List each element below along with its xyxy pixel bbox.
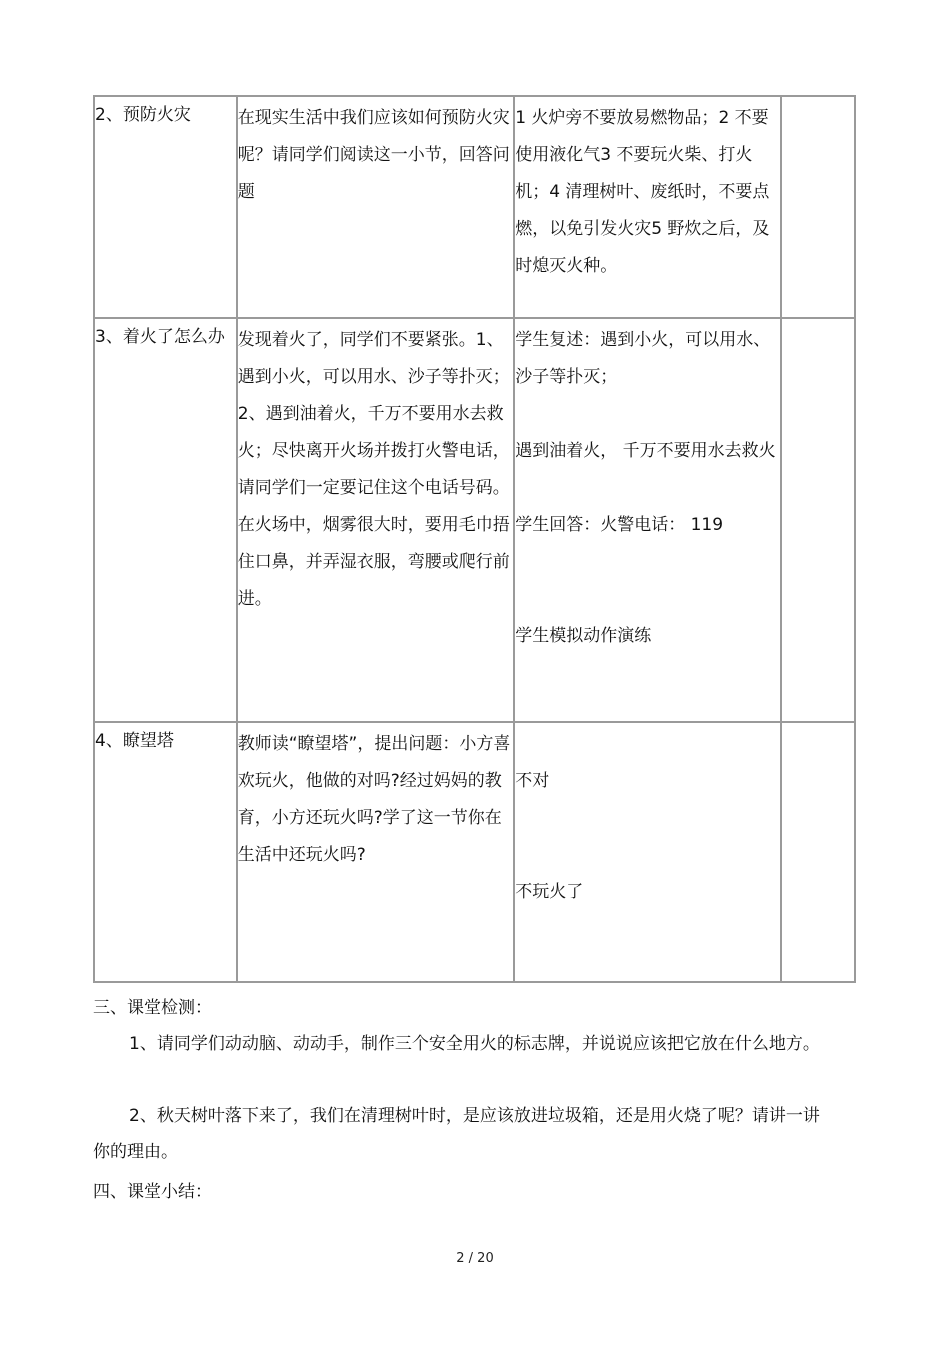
table-row	[95, 97, 854, 319]
student-text: 2 不要使用液化气	[515, 108, 769, 165]
student-text	[515, 726, 779, 763]
student-text	[515, 544, 779, 581]
student-text: 学生复述：遇到小火，可以用水、沙子等扑灭；	[515, 330, 771, 387]
student-text	[515, 800, 779, 837]
student-text: 3 不要玩火柴、打火机；	[515, 145, 753, 202]
table-row	[95, 723, 854, 981]
table-row	[95, 319, 854, 723]
notes-cell	[782, 723, 854, 981]
lesson-table	[93, 95, 856, 983]
student-text	[515, 470, 779, 507]
step-label: 4、瞭望塔	[95, 731, 174, 751]
teacher-text: 在火场中，烟雾很大时，要用毛巾捂住口鼻，并弄湿衣服，弯腰或爬行前进。	[237, 515, 510, 609]
teacher-text: 1、遇到小火，可以用水、沙子等扑灭；	[237, 330, 510, 387]
section3-heading: 三、课堂检测：	[93, 998, 212, 1018]
student-text	[515, 581, 779, 618]
teacher-cell	[238, 319, 515, 723]
teacher-text: 学了这一节你在生活中还玩火吗?	[237, 808, 502, 865]
notes-cell	[782, 319, 854, 723]
student-text	[515, 396, 779, 433]
teacher-text: 教师读“瞭望塔”，	[237, 734, 375, 754]
student-text	[515, 837, 779, 874]
teacher-text: 在现实生活中我们应该如何预防火灾呢？请同学们阅读这一小节，回答问题	[237, 108, 510, 202]
student-text: 学生回答：火警电话： 119	[515, 515, 724, 535]
teacher-text: 2、遇到油着火，千万不要用水去救火；尽快离开火场并拨打火警电话，请同学们一定要记住这个电话号码。	[237, 404, 510, 498]
teacher-text: 提出问题：小方喜欢玩火，他做的对吗?	[237, 734, 511, 791]
student-cell	[515, 97, 781, 319]
student-text: 不对	[515, 771, 550, 791]
student-text: 学生模拟动作演练	[515, 626, 652, 646]
teacher-text: 经过妈妈的教育，小方还玩火吗?	[237, 771, 502, 828]
notes-cell	[782, 97, 854, 319]
section3-item-2: 2、秋天树叶落下来了，我们在清理树叶时，是应该放进垃圾箱，还是用火烧了呢？请讲一讲你的理由。	[93, 1106, 820, 1162]
step-label: 3、着火了怎么办	[95, 327, 225, 347]
student-cell	[515, 723, 781, 981]
step-cell	[95, 723, 238, 981]
step-cell	[95, 97, 238, 319]
step-label: 2、预防火灾	[95, 105, 191, 125]
student-text: 遇到油着火， 千万不要用水去救火	[515, 441, 776, 461]
step-cell	[95, 319, 238, 723]
student-text: 5 野炊之后，及时熄灭火种。	[515, 219, 770, 276]
student-text: 不玩火了	[515, 882, 584, 902]
student-text: 1 火炉旁不要放易燃物品；	[515, 108, 719, 128]
teacher-text: 发现着火了，同学们不要紧张。	[237, 330, 476, 350]
page-number: 2 / 20	[456, 1251, 494, 1266]
section3-item-1: 1、请同学们动动脑、动动手，制作三个安全用火的标志牌，并说说应该把它放在什么地方。	[129, 1034, 820, 1054]
teacher-cell	[238, 97, 515, 319]
section4-heading: 四、课堂小结：	[93, 1182, 212, 1202]
student-cell	[515, 319, 781, 723]
student-text: 4 清理树叶、废纸时，不要点燃，以免引发火灾	[515, 182, 770, 239]
teacher-cell	[238, 723, 515, 981]
